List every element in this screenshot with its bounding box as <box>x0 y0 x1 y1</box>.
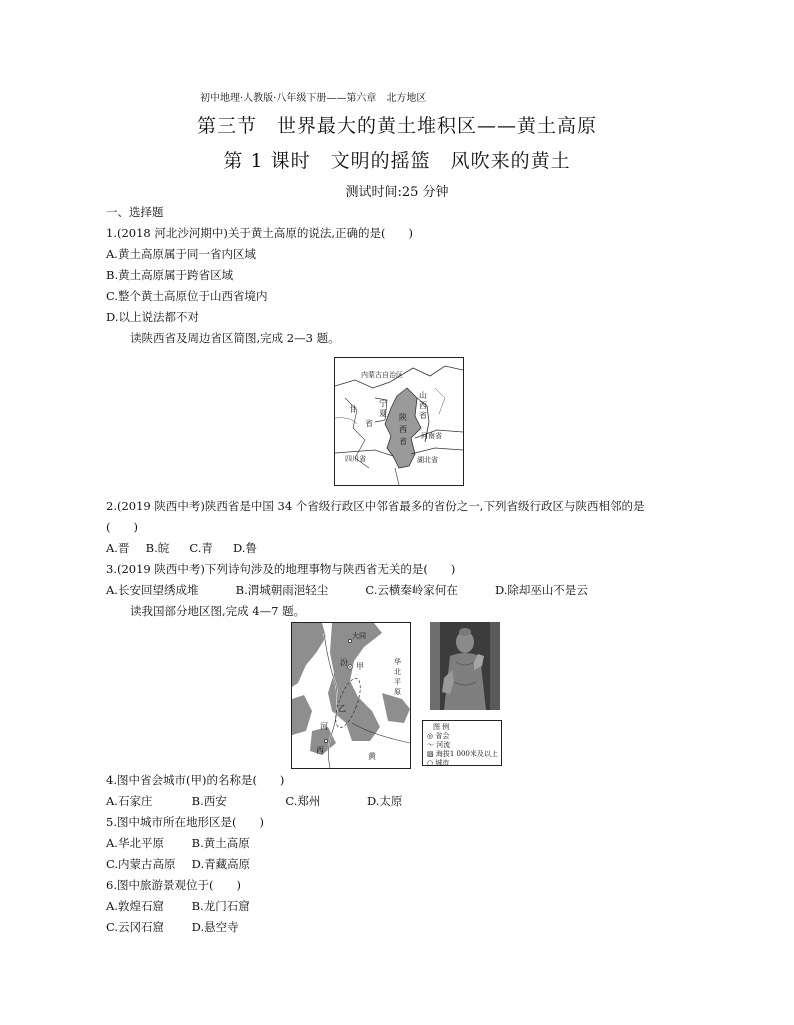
question-1-option-b: B.黄土高原属于跨省区域 <box>106 268 234 282</box>
question-3-option-c: C.云横秦岭家何在 <box>365 583 458 597</box>
map1-label-henan: 河南省 <box>421 432 442 440</box>
instruction-2-3: 读陕西省及周边省区简图,完成 2—3 题。 <box>130 331 340 345</box>
question-4-option-c: C.郑州 <box>285 794 321 808</box>
question-5-options-row1 <box>106 835 250 851</box>
question-3-option-d: D.除却巫山不是云 <box>494 583 588 597</box>
question-4-option-d: D.太原 <box>366 794 403 808</box>
legend-item-river: 〜 河流 <box>427 741 451 749</box>
map2-label-he: 河 <box>320 722 328 731</box>
map2-label-fen: 汾 <box>340 658 348 667</box>
question-2-stem: 2.(2019 陕西中考)陕西省是中国 34 个省级行政区中邻省最多的省份之一,下列省级行政区与陕西相邻的是 <box>106 499 645 513</box>
map2-label-datong: 大同 <box>352 632 366 640</box>
map2-label-huang: 黄 <box>368 752 376 761</box>
question-2-option-d: D.鲁 <box>232 541 257 555</box>
legend-item-elevation: ▨ 海拔1 000米及以上 <box>427 750 498 758</box>
lesson-title: 第 1 课时 文明的摇篮 风吹来的黄土 <box>223 150 571 172</box>
question-5-option-d: D.青藏高原 <box>191 857 251 871</box>
question-6-option-b: B.龙门石窟 <box>191 899 250 913</box>
question-4-option-a: A.石家庄 <box>106 794 153 808</box>
question-1-option-c: C.整个黄土高原位于山西省境内 <box>106 289 268 303</box>
page-header: 初中地理·人教版·八年级下册——第六章 北方地区 <box>200 93 427 104</box>
question-6-options-row1 <box>106 898 250 914</box>
question-5-option-a: A.华北平原 <box>106 836 164 850</box>
question-1-option-a: A.黄土高原属于同一省内区域 <box>106 247 256 261</box>
legend-item-capital: ◎ 省会 <box>427 732 450 740</box>
map1-label-xia: 夏 <box>379 409 387 418</box>
map2-label-hua: 华 <box>394 658 401 666</box>
test-time: 测试时间:25 分钟 <box>345 185 449 200</box>
question-3-stem: 3.(2019 陕西中考)下列诗句涉及的地理事物与陕西省无关的是( ) <box>106 562 456 576</box>
question-3-option-a: A.长安回望绣成堆 <box>106 583 199 597</box>
map2-label-yi: 乙 <box>338 704 346 713</box>
grotto-statue-drawing <box>430 622 500 710</box>
map1-label-sheng3: 省 <box>399 437 407 446</box>
question-2-paren: ( ) <box>106 520 138 534</box>
map1-label-inner-mongolia: 内蒙古自治区 <box>361 371 403 379</box>
map1-label-sheng: 省 <box>365 419 373 428</box>
question-3-option-b: B.渭城朝雨浥轻尘 <box>235 583 329 597</box>
legend-item-city: ○ 城市 <box>427 759 450 767</box>
map1-label-shan: 山 <box>419 391 427 400</box>
map1-label-gan: 甘 <box>349 405 357 414</box>
map1-label-sichuan: 四川省 <box>345 455 366 463</box>
question-6-stem: 6.图中旅游景观位于( ) <box>106 878 241 892</box>
question-5-option-c: C.内蒙古高原 <box>106 857 176 871</box>
question-5-option-b: B.黄土高原 <box>191 836 250 850</box>
map2-label-ping: 平 <box>394 678 401 686</box>
map2-label-jia: 甲 <box>356 662 364 671</box>
map1-label-xi2: 西 <box>399 425 407 434</box>
question-6-options-row2 <box>106 919 239 935</box>
map1-label-ning: 宁 <box>379 399 387 408</box>
question-2-option-c: C.青 <box>189 541 213 555</box>
shaanxi-map <box>334 357 464 486</box>
question-5-stem: 5.图中城市所在地形区是( ) <box>106 815 264 829</box>
question-6-option-a: A.敦煌石窟 <box>106 899 164 913</box>
question-4-options <box>106 793 402 809</box>
map-legend <box>422 720 502 766</box>
map2-label-bei: 北 <box>394 668 401 676</box>
map1-label-shaan: 陕 <box>399 413 407 422</box>
question-1-option-d: D.以上说法都不对 <box>106 310 199 324</box>
question-2-option-a: A.晋 <box>106 541 130 555</box>
question-6-option-d: D.悬空寺 <box>191 920 239 934</box>
grotto-statue-photo <box>430 622 500 710</box>
question-2-options <box>106 540 257 556</box>
question-3-options <box>106 582 588 598</box>
section-title: 第三节 世界最大的黄土堆积区——黄土高原 <box>196 115 597 137</box>
section-heading: 一、选择题 <box>106 205 164 219</box>
map1-label-sheng2: 省 <box>419 411 427 420</box>
question-1-stem: 1.(2018 河北沙河期中)关于黄土高原的说法,正确的是( ) <box>106 226 413 240</box>
instruction-4-7: 读我国部分地区图,完成 4—7 题。 <box>130 604 306 618</box>
map2-label-yuan: 原 <box>394 688 401 696</box>
question-2-option-b: B.皖 <box>145 541 170 555</box>
legend-title: 图 例 <box>433 723 450 731</box>
question-6-option-c: C.云冈石窟 <box>106 920 165 934</box>
map1-label-hubei: 湖北省 <box>417 456 438 464</box>
map2-label-xi: 西 <box>316 746 324 755</box>
region-map-drawing <box>292 623 410 768</box>
question-5-options-row2 <box>106 856 250 872</box>
region-map <box>291 622 411 769</box>
map1-label-xi: 西 <box>419 401 427 410</box>
question-4-stem: 4.图中省会城市(甲)的名称是( ) <box>106 773 285 787</box>
question-4-option-b: B.西安 <box>191 794 227 808</box>
